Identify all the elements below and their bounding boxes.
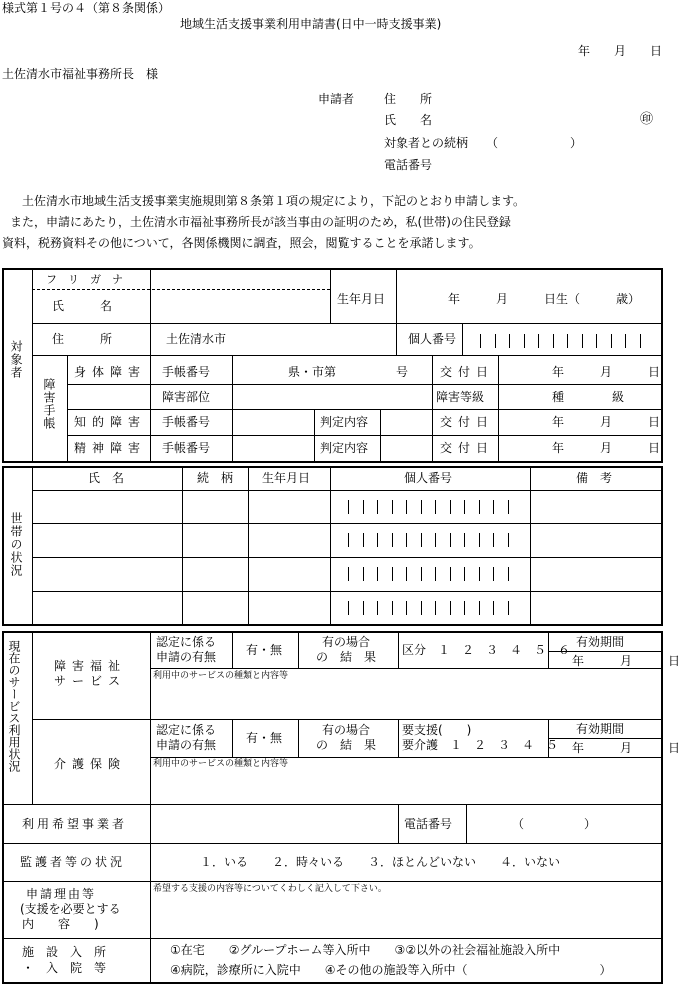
- issue-date-label-3: 交付日: [440, 441, 495, 455]
- digit-separator: [421, 533, 422, 547]
- birth-label: 生年月日: [337, 292, 386, 306]
- furigana-label: フ リ ガ ナ: [46, 273, 123, 286]
- digit-separator: [435, 500, 436, 514]
- form-title: 地域生活支援事業利用申請書(日中一時支援事業): [180, 17, 442, 31]
- household-section-label: 世帯の状況: [9, 512, 23, 577]
- paragraph-2a: また，申請にあたり，土佐清水市福祉事務所長が該当事由の証明のため，私(世帯)の住民登録: [10, 215, 511, 229]
- phone-label: 電話番号: [384, 158, 433, 172]
- digit-separator: [538, 334, 539, 348]
- digit-separator: [464, 567, 465, 581]
- digit-separator: [421, 567, 422, 581]
- digit-separator: [567, 334, 568, 348]
- addressee: 土佐清水市福祉事務所長 様: [2, 67, 159, 81]
- digit-separator: [392, 533, 393, 547]
- welfare-label-2: サービス: [54, 674, 127, 688]
- digit-separator: [524, 334, 525, 348]
- digit-separator: [363, 567, 364, 581]
- reason-note: 希望する支援の内容等についてくわしく記入して下さい。: [153, 884, 387, 894]
- result-label-1a: 有の場合: [322, 635, 371, 649]
- services-section-label: 現在のサービス利用状況: [7, 640, 21, 772]
- digit-separator: [493, 567, 494, 581]
- subject-name-label: 氏 名: [52, 299, 113, 313]
- digit-separator: [479, 567, 480, 581]
- subject-address-label: 住 所: [52, 332, 113, 346]
- book-no-label-3: 手帳番号: [162, 441, 211, 455]
- content-note-1: 利用中のサービスの種類と内容等: [153, 671, 289, 681]
- intellectual-label: 知的障害: [74, 415, 147, 429]
- subject-address-value: 土佐清水市: [166, 332, 227, 346]
- digit-separator: [450, 601, 451, 615]
- digit-separator: [392, 567, 393, 581]
- digit-separator: [435, 601, 436, 615]
- digit-separator: [363, 533, 364, 547]
- col-name: 氏 名: [88, 471, 125, 485]
- provider-phone-label: 電話番号: [404, 817, 453, 831]
- result-label-2b: の 結 果: [316, 738, 377, 752]
- care-label: 介護保険: [54, 757, 127, 771]
- judgment-label-1: 判定内容: [320, 415, 369, 429]
- digit-separator: [348, 567, 349, 581]
- digit-separator: [348, 533, 349, 547]
- guardian-label: 監護者等の状況: [20, 855, 126, 869]
- digit-separator: [480, 334, 481, 348]
- digit-separator: [450, 533, 451, 547]
- col-remarks: 備 考: [576, 471, 613, 485]
- issue-date-label-1: 交付日: [440, 365, 495, 379]
- pref-city-value: 県・市第 号: [288, 365, 409, 379]
- digit-separator: [450, 567, 451, 581]
- application-date: 年 月 日: [578, 44, 663, 58]
- mental-label: 精神障害: [74, 441, 147, 455]
- result-label-2a: 有の場合: [322, 723, 371, 737]
- digit-separator: [553, 334, 554, 348]
- welfare-label-1: 障害福祉: [54, 659, 127, 673]
- digit-separator: [493, 500, 494, 514]
- applicant-address-label: 住 所: [384, 92, 433, 106]
- col-mynumber: 個人番号: [404, 471, 453, 485]
- facility-options-1: ①在宅 ②グループホーム等入所中 ③②以外の社会福祉施設入所中: [170, 943, 561, 957]
- digit-separator: [582, 334, 583, 348]
- cert-label-1b: 申請の有無: [156, 650, 217, 664]
- paragraph-2b: 資料，税務資料その他について，各関係機関に調査，照会，閲覧することを承諾します。: [2, 236, 481, 250]
- handbook-label: 障害手帳: [42, 378, 56, 430]
- facility-label-2: ・ 入 院 等: [22, 961, 107, 975]
- issue-date-label-2: 交付日: [440, 415, 495, 429]
- book-no-label-1: 手帳番号: [162, 365, 211, 379]
- valid-value-1: 年 月 日: [572, 654, 680, 668]
- form-number: 様式第１号の４（第８条関係）: [2, 1, 171, 15]
- digit-separator: [406, 601, 407, 615]
- digit-separator: [377, 533, 378, 547]
- col-birth: 生年月日: [262, 471, 311, 485]
- digit-separator: [640, 334, 641, 348]
- support-value: 要支援( ): [402, 723, 472, 737]
- reason-label-1: 申請理由等: [26, 887, 97, 901]
- provider-label: 利用希望事業者: [22, 817, 128, 831]
- digit-separator: [406, 533, 407, 547]
- seal-mark: ㊞: [640, 112, 654, 127]
- digit-separator: [508, 500, 509, 514]
- digit-separator: [348, 500, 349, 514]
- digit-separator: [406, 500, 407, 514]
- digit-separator: [611, 334, 612, 348]
- digit-separator: [421, 500, 422, 514]
- digit-separator: [493, 601, 494, 615]
- digit-separator: [479, 601, 480, 615]
- class-value: 区分 １ ２ ３ ４ ５ ６: [402, 643, 571, 657]
- digit-separator: [509, 334, 510, 348]
- subject-section-label: 対象者: [9, 340, 23, 379]
- digit-separator: [348, 601, 349, 615]
- digit-separator: [392, 601, 393, 615]
- digit-separator: [406, 567, 407, 581]
- issue-date-value-1: 年 月 日: [552, 365, 661, 379]
- digit-separator: [377, 567, 378, 581]
- digit-separator: [495, 334, 496, 348]
- book-no-label-2: 手帳番号: [162, 415, 211, 429]
- digit-separator: [493, 533, 494, 547]
- care-level-value: 要介護 １ ２ ３ ４ ５: [402, 738, 559, 752]
- digit-separator: [464, 500, 465, 514]
- provider-phone-value: （ ）: [512, 817, 597, 831]
- digit-separator: [508, 567, 509, 581]
- issue-date-value-3: 年 月 日: [552, 441, 661, 455]
- grade-label: 障害等級: [436, 390, 485, 404]
- reason-label-3: 内 容 ): [22, 917, 99, 931]
- cert-label-1a: 認定に係る: [156, 635, 217, 649]
- cert-label-2a: 認定に係る: [156, 723, 217, 737]
- result-label-1b: の 結 果: [316, 650, 377, 664]
- valid-label-2: 有効期間: [576, 722, 625, 736]
- my-number-label: 個人番号: [408, 332, 457, 346]
- yes-no-1: 有・無: [246, 643, 283, 657]
- paragraph-1: 土佐清水市地域生活支援事業実施規則第８条第１項の規定により，下記のとおり申請します。: [22, 194, 526, 208]
- judgment-label-2: 判定内容: [320, 441, 369, 455]
- digit-separator: [377, 601, 378, 615]
- physical-label: 身体障害: [74, 365, 147, 379]
- guardian-options: １．いる ２．時々いる ３．ほとんどいない ４．いない: [200, 855, 561, 869]
- digit-separator: [625, 334, 626, 348]
- digit-separator: [392, 500, 393, 514]
- col-relation: 続 柄: [197, 471, 234, 485]
- digit-separator: [377, 500, 378, 514]
- digit-separator: [435, 533, 436, 547]
- birth-value: 年 月 日生（ 歳）: [448, 292, 641, 306]
- grade-value: 種 級: [552, 390, 625, 404]
- cert-label-2b: 申請の有無: [156, 738, 217, 752]
- part-label: 障害部位: [162, 390, 211, 404]
- digit-separator: [363, 500, 364, 514]
- digit-separator: [479, 533, 480, 547]
- applicant-label: 申請者: [318, 92, 355, 106]
- valid-label-1: 有効期間: [576, 635, 625, 649]
- digit-separator: [464, 601, 465, 615]
- digit-separator: [421, 601, 422, 615]
- digit-separator: [479, 500, 480, 514]
- facility-label-1: 施 設 入 所: [22, 945, 107, 959]
- digit-separator: [450, 500, 451, 514]
- digit-separator: [464, 533, 465, 547]
- applicant-name-label: 氏 名: [384, 113, 433, 127]
- digit-separator: [508, 601, 509, 615]
- digit-separator: [435, 567, 436, 581]
- digit-separator: [363, 601, 364, 615]
- content-note-2: 利用中のサービスの種類と内容等: [153, 759, 289, 769]
- reason-label-2: (支援を必要とする: [20, 902, 121, 916]
- issue-date-value-2: 年 月 日: [552, 415, 661, 429]
- digit-separator: [596, 334, 597, 348]
- facility-options-2: ④病院，診療所に入院中 ④その他の施設等入所中（ ）: [170, 963, 612, 977]
- digit-separator: [508, 533, 509, 547]
- yes-no-2: 有・無: [246, 731, 283, 745]
- relation-label: 対象者との続柄 （ ）: [384, 136, 583, 150]
- valid-value-2: 年 月 日: [572, 741, 680, 755]
